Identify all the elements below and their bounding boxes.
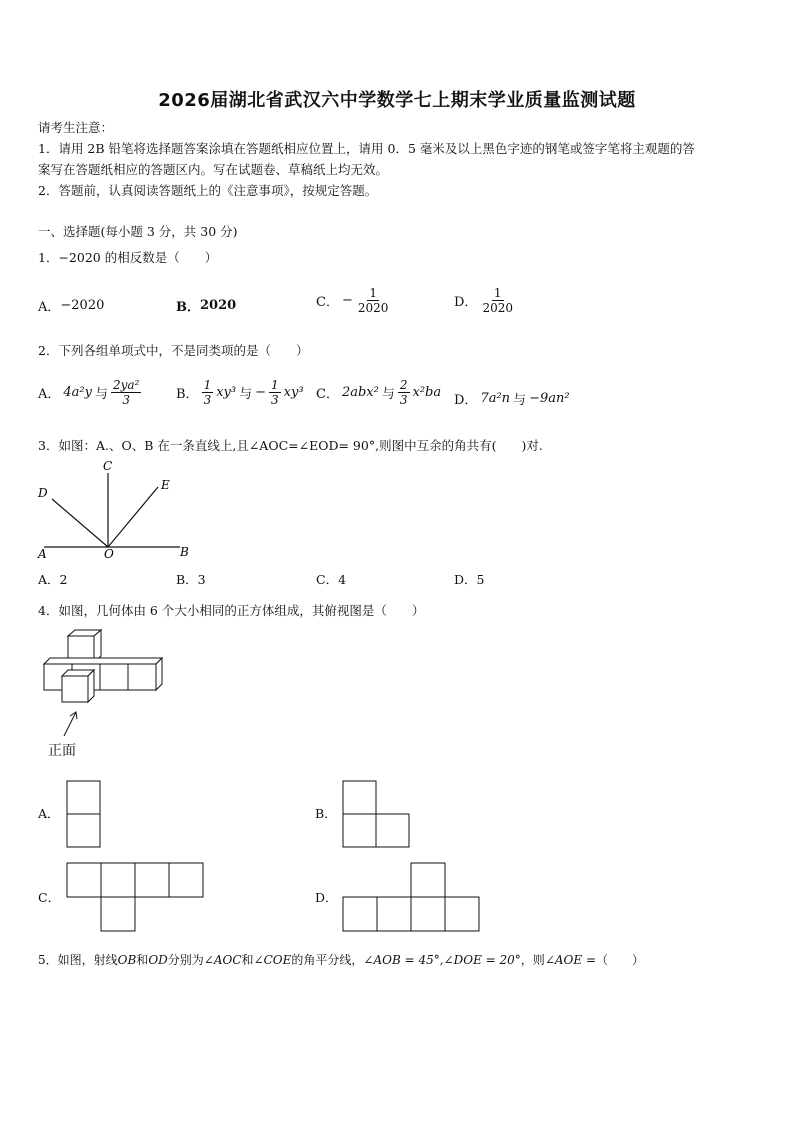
q4-cube-front-side bbox=[88, 670, 94, 702]
q2-option-b-fraction-1 bbox=[202, 378, 214, 407]
q4-option-b-square-1 bbox=[343, 781, 376, 814]
notice-heading: 请考生注意： bbox=[38, 120, 114, 135]
q2-option-d-left: 7a²n bbox=[480, 391, 511, 406]
q2-option-b-sign: − bbox=[255, 385, 267, 400]
q2-option-a bbox=[38, 378, 144, 407]
q3-option-d: D．5 bbox=[454, 572, 485, 587]
q2-option-b-numerator-1: 1 bbox=[203, 378, 212, 392]
q1-option-c-label: C． bbox=[316, 295, 339, 310]
q3-option-a: A．2 bbox=[38, 572, 68, 587]
q1-option-a-label: A． bbox=[38, 300, 61, 315]
q2-option-b bbox=[176, 378, 304, 407]
q2-option-b-numerator-2: 1 bbox=[271, 378, 279, 392]
q2-option-c-with: 与 bbox=[381, 387, 395, 402]
q4-option-c-square-4 bbox=[169, 863, 203, 897]
q1-option-a bbox=[38, 296, 104, 315]
q2-option-a-numerator: 2ya² bbox=[112, 378, 140, 392]
q1-option-a-value: −2020 bbox=[60, 298, 105, 313]
q2-option-c-denominator: 3 bbox=[399, 393, 408, 407]
q4-option-d-figure bbox=[342, 862, 482, 934]
q4-option-a-figure bbox=[66, 780, 102, 850]
q5-angle-aoc: ∠AOC bbox=[203, 953, 242, 967]
q1-option-d-denominator: 2020 bbox=[482, 301, 513, 315]
q2-option-c-fraction bbox=[398, 378, 410, 407]
page-title: 2026届湖北省武汉六中学数学七上期末学业质量监测试题 bbox=[158, 90, 636, 111]
q2-option-d-right: −9an² bbox=[529, 391, 570, 406]
q5-stem bbox=[38, 952, 644, 968]
q2-option-d-label: D． bbox=[454, 393, 478, 408]
q1-option-c-numerator: 1 bbox=[369, 286, 377, 300]
q3-figure bbox=[30, 455, 200, 563]
q1-option-b-label: B． bbox=[176, 300, 200, 315]
q5-angle-coe: ∠COE bbox=[253, 953, 292, 967]
q2-option-d bbox=[454, 389, 570, 408]
q2-option-b-fraction-2 bbox=[269, 378, 281, 407]
q3-point-d: D bbox=[38, 486, 48, 500]
q4-option-d-square-4 bbox=[411, 897, 445, 931]
notice-item-2: 2．答题前，认真阅读答题纸上的《注意事项》，按规定答题。 bbox=[38, 183, 378, 198]
q1-option-d-numerator: 1 bbox=[493, 286, 502, 300]
q2-option-a-label: A． bbox=[38, 387, 61, 402]
q1-option-d-fraction bbox=[480, 286, 515, 315]
q4-cube-back-4 bbox=[128, 664, 156, 690]
q2-option-b-denominator-2: 3 bbox=[271, 393, 279, 407]
q1-option-c bbox=[316, 286, 393, 315]
q3-option-c: C．4 bbox=[316, 572, 347, 587]
q4-option-c-label: C． bbox=[38, 890, 61, 905]
q2-option-c-label: C． bbox=[316, 387, 339, 402]
q5-ray-od: OD bbox=[148, 953, 168, 967]
q4-cube-front-face bbox=[62, 676, 88, 702]
q5-ray-ob: OB bbox=[117, 953, 137, 967]
q4-option-d-square-5 bbox=[445, 897, 479, 931]
q4-option-a-square-1 bbox=[67, 781, 100, 814]
q5-blank: （ ） bbox=[596, 953, 645, 967]
q1-option-c-sign: − bbox=[341, 293, 353, 308]
q2-option-a-left: 4a²y bbox=[63, 385, 92, 400]
notice-item-1-line-2: 案写在答题纸相应的答题区内。写在试题卷、草稿纸上均无效。 bbox=[38, 162, 389, 177]
q5-given: ∠AOB = 45°,∠DOE = 20° bbox=[363, 953, 521, 967]
q1-option-c-fraction bbox=[356, 286, 391, 315]
q4-option-b-label: B． bbox=[315, 806, 337, 821]
q2-option-a-denominator: 3 bbox=[122, 393, 130, 407]
q2-option-b-mid: xy³ bbox=[216, 385, 237, 400]
q5-angle-aoe: ∠AOE = bbox=[544, 953, 596, 967]
q5-stem-part-4: ，则 bbox=[520, 953, 545, 967]
q2-option-a-with: 与 bbox=[94, 387, 108, 402]
q4-cube-back-3 bbox=[100, 664, 128, 690]
q1-option-c-denominator: 2020 bbox=[357, 301, 389, 315]
q2-stem: 2．下列各组单项式中，不是同类项的是（ ） bbox=[38, 343, 309, 358]
q3-ray-od bbox=[52, 499, 108, 547]
q1-stem: 1．−2020 的相反数是（ ） bbox=[38, 250, 218, 265]
q2-option-b-right: xy³ bbox=[283, 385, 304, 400]
section-heading: 一、选择题(每小题 3 分，共 30 分) bbox=[38, 224, 238, 239]
q4-option-b-figure bbox=[342, 780, 412, 850]
q4-option-d-square-2 bbox=[343, 897, 377, 931]
q4-row-back-side bbox=[156, 658, 162, 690]
q5-stem-part-2: 分别为 bbox=[167, 953, 204, 967]
q4-option-c-square-2 bbox=[101, 863, 135, 897]
q4-option-a-square-2 bbox=[67, 814, 100, 847]
q4-option-c-square-3 bbox=[135, 863, 169, 897]
q2-option-a-fraction bbox=[111, 378, 141, 407]
q2-option-b-with: 与 bbox=[239, 387, 253, 402]
q4-cube-top-side bbox=[94, 630, 101, 662]
q3-point-a: A bbox=[38, 547, 47, 561]
q4-stem: 4．如图，几何体由 6 个大小相同的正方体组成，其俯视图是（ ） bbox=[38, 603, 425, 618]
q1-option-d-label: D． bbox=[454, 295, 478, 310]
q5-and-2: 和 bbox=[241, 953, 254, 967]
q4-option-c-square-1 bbox=[67, 863, 101, 897]
q3-stem: 3．如图：A.、O、B 在一条直线上,且∠AOC=∠EOD= 90°,则图中互余的角共有( )对. bbox=[38, 438, 543, 453]
q2-option-c-numerator: 2 bbox=[399, 378, 408, 392]
q4-option-c-figure bbox=[66, 862, 206, 934]
q3-point-c: C bbox=[103, 459, 113, 473]
q4-option-d-label: D． bbox=[315, 890, 338, 905]
q2-option-b-denominator-1: 3 bbox=[203, 393, 212, 407]
q4-option-d-square-1 bbox=[411, 863, 445, 897]
q1-option-b-value: 2020 bbox=[200, 298, 237, 313]
q1-option-b bbox=[176, 296, 236, 315]
q3-point-o: O bbox=[104, 547, 114, 561]
q2-option-c bbox=[316, 378, 441, 407]
q3-point-b: B bbox=[180, 545, 189, 559]
q3-point-e: E bbox=[161, 478, 170, 492]
q2-option-c-left: 2abx² bbox=[341, 385, 379, 400]
q2-option-d-with: 与 bbox=[513, 393, 527, 408]
q4-option-a-label: A． bbox=[38, 806, 60, 821]
q5-stem-part-1: 5．如图，射线 bbox=[38, 953, 118, 967]
q1-option-d bbox=[454, 286, 518, 315]
q2-option-b-label: B． bbox=[176, 387, 199, 402]
q4-option-b-square-2 bbox=[343, 814, 376, 847]
notice-item-1-line-1: 1．请用 2B 铅笔将选择题答案涂填在答题纸相应位置上，请用 0．5 毫米及以上黑色字迹的钢笔或签字笔将主观题的答 bbox=[38, 141, 695, 156]
q3-option-b: B．3 bbox=[176, 572, 206, 587]
q4-option-d-square-3 bbox=[377, 897, 411, 931]
q4-option-b-square-3 bbox=[376, 814, 409, 847]
q5-and-1: 和 bbox=[136, 953, 149, 967]
q3-ray-oe bbox=[108, 487, 158, 547]
q4-row-back-top bbox=[44, 658, 162, 664]
q2-option-c-right: x²ba bbox=[412, 385, 442, 400]
q4-option-c-square-5 bbox=[101, 897, 135, 931]
q4-front-label: 正面 bbox=[48, 743, 76, 759]
q5-stem-part-3: 的角平分线， bbox=[291, 953, 364, 967]
q4-solid-figure bbox=[40, 628, 165, 740]
